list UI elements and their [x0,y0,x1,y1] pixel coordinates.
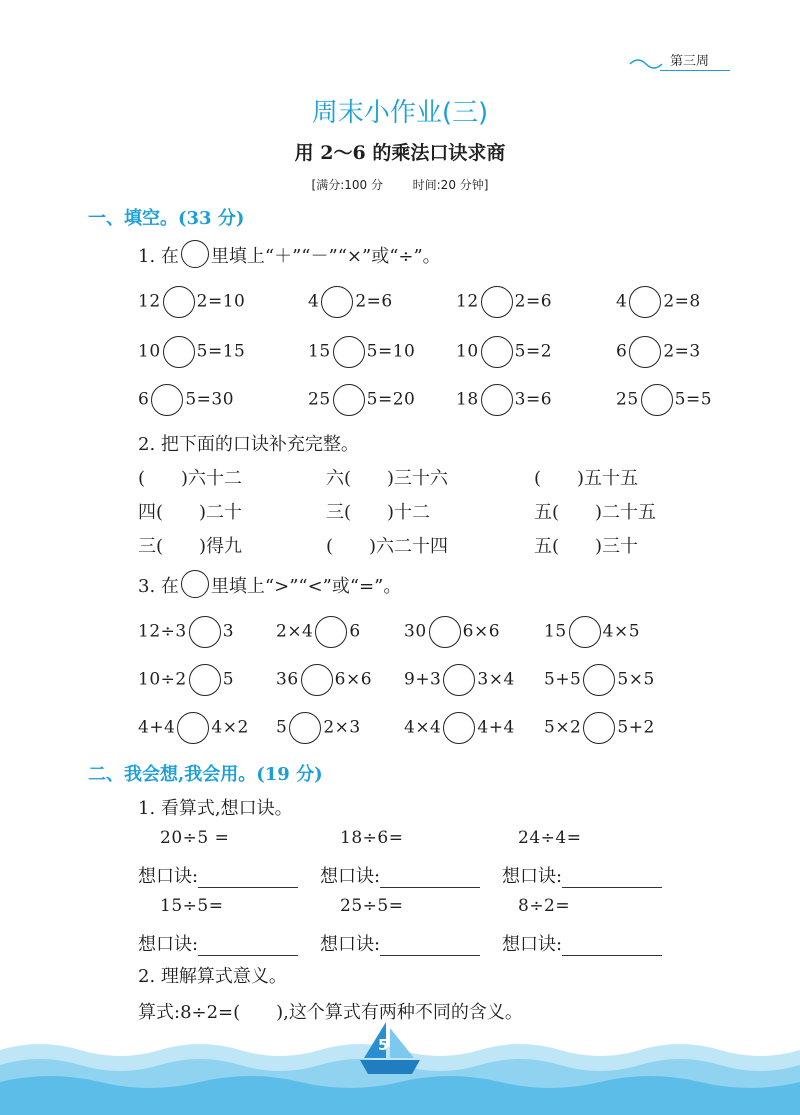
mnemonic-blank[interactable]: 六( )三十六 [326,468,449,489]
mnemonic-blank[interactable]: 三( )得九 [138,536,243,557]
q1-equation: 15 5=10 [308,336,415,368]
answer-circle[interactable] [481,384,513,416]
answer-circle [181,240,209,268]
q3-comparison: 30 6×6 [404,616,500,648]
s2-q2-label: 2. 理解算式意义。 [138,966,287,987]
think-mnemonic-field: 想口诀: [138,930,298,956]
q1-equation: 12 2=10 [138,286,245,318]
mnemonic-blank[interactable]: 五( )二十五 [534,502,657,523]
mnemonic-blank[interactable]: ( )六二十四 [326,536,449,557]
week-tag [630,50,730,70]
q3-comparison: 12÷3 3 [138,616,234,648]
answer-circle[interactable] [481,336,513,368]
meta-line [0,176,800,193]
sailboat-icon [356,1018,426,1080]
section1-heading: 一、填空。(33 分) [88,208,245,229]
q1-equation: 6 5=30 [138,384,234,416]
division-expression: 25÷5= [340,896,404,916]
answer-circle[interactable] [629,336,661,368]
score-info: [满分:100 分 [311,178,383,192]
q3-label: 3. 在 里填上“>”“<”或“=”。 [138,570,401,598]
s2-q1-label: 1. 看算式,想口诀。 [138,798,293,819]
think-mnemonic-field: 想口诀: [138,862,298,888]
answer-line[interactable] [380,937,480,956]
answer-circle[interactable] [569,616,601,648]
answer-circle[interactable] [289,712,321,744]
division-expression: 8÷2= [518,896,571,916]
q1-equation: 4 2=8 [616,286,701,318]
answer-circle[interactable] [301,664,333,696]
q1-equation: 18 3=6 [456,384,552,416]
page-title: 周末小作业(三) [311,98,489,128]
q1-equation: 6 2=3 [616,336,701,368]
q3-comparison: 5+5 5×5 [544,664,655,696]
answer-line[interactable] [380,869,480,888]
answer-circle[interactable] [163,286,195,318]
answer-circle[interactable] [443,664,475,696]
answer-circle[interactable] [163,336,195,368]
answer-circle[interactable] [641,384,673,416]
q2-label: 2. 把下面的口诀补充完整。 [138,434,359,455]
q1-equation: 4 2=6 [308,286,393,318]
think-mnemonic-field: 想口诀: [320,930,480,956]
division-expression: 20÷5 = [160,828,230,848]
mnemonic-blank[interactable]: ( )六十二 [138,468,243,489]
q1-label: 1. 在 里填上“＋”“－”“×”或“÷”。 [138,240,441,268]
think-mnemonic-field: 想口诀: [502,930,662,956]
q3-comparison: 4×4 4+4 [404,712,515,744]
q3-comparison: 15 4×5 [544,616,640,648]
q3-comparison: 9+3 3×4 [404,664,515,696]
answer-line[interactable] [562,937,662,956]
answer-circle[interactable] [189,616,221,648]
page-subtitle: 用 2～6 的乘法口诀求商 [294,142,506,164]
mnemonic-blank[interactable]: 三( )十二 [326,502,431,523]
q1-equation: 12 2=6 [456,286,552,318]
mnemonic-blank[interactable]: ( )五十五 [534,468,639,489]
s2-q2-text: 算式:8÷2=( ),这个算式有两种不同的含义。 [138,1002,523,1023]
answer-circle [181,570,209,598]
q3-comparison: 10÷2 5 [138,664,234,696]
answer-circle[interactable] [629,286,661,318]
q1-equation: 10 5=15 [138,336,245,368]
answer-line[interactable] [562,869,662,888]
answer-circle[interactable] [443,712,475,744]
q3-comparison: 5×2 5+2 [544,712,655,744]
answer-circle[interactable] [481,286,513,318]
answer-circle[interactable] [333,384,365,416]
answer-circle[interactable] [583,664,615,696]
division-expression: 15÷5= [160,896,224,916]
section2-heading: 二、我会想,我会用。(19 分) [88,764,323,785]
week-label: 第三周 [670,54,710,69]
q3-comparison: 36 6×6 [276,664,372,696]
division-expression: 18÷6= [340,828,404,848]
answer-circle[interactable] [177,712,209,744]
answer-line[interactable] [198,869,298,888]
answer-line[interactable] [198,937,298,956]
page-number: 5 [378,1036,389,1054]
answer-circle[interactable] [321,286,353,318]
think-mnemonic-field: 想口诀: [320,862,480,888]
time-info: 时间:20 分钟] [412,178,489,192]
division-expression: 24÷4= [518,828,582,848]
q1-equation: 10 5=2 [456,336,552,368]
answer-circle[interactable] [315,616,347,648]
answer-circle[interactable] [151,384,183,416]
q1-equation: 25 5=20 [308,384,415,416]
q1-equation: 25 5=5 [616,384,712,416]
think-mnemonic-field: 想口诀: [502,862,662,888]
answer-circle[interactable] [189,664,221,696]
wave-decoration-icon [628,54,668,70]
answer-circle[interactable] [583,712,615,744]
mnemonic-blank[interactable]: 五( )三十 [534,536,639,557]
answer-circle[interactable] [333,336,365,368]
mnemonic-blank[interactable]: 四( )二十 [138,502,243,523]
answer-circle[interactable] [429,616,461,648]
q3-comparison: 5 2×3 [276,712,361,744]
q3-comparison: 4+4 4×2 [138,712,249,744]
q3-comparison: 2×4 6 [276,616,361,648]
